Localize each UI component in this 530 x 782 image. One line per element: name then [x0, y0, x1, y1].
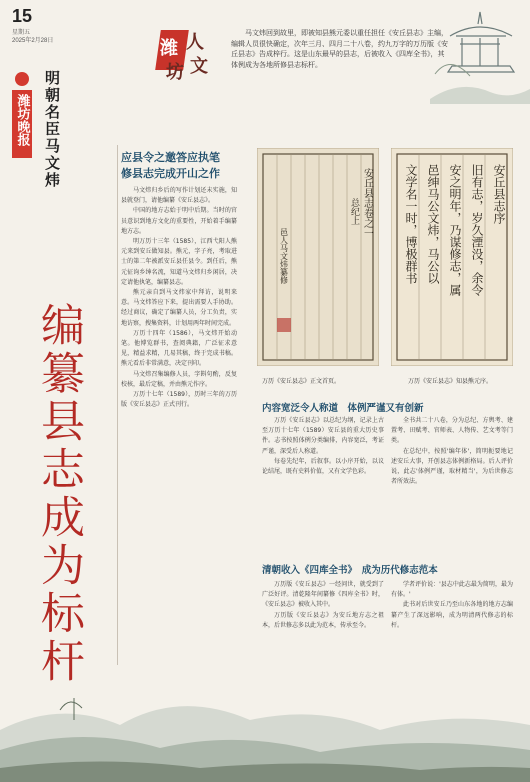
section1-paragraph: 马文炜召集编修人员，字斟句酌，反复校核，最后定稿，并由熊元作序。 — [121, 370, 237, 388]
img1-subtitle-text: 总纪上 — [349, 198, 359, 225]
section3-paragraph: 学者评价说：'县志中此志最为简明，最为有体。' — [391, 581, 513, 599]
section1-paragraph: 马文炜归乡后的写作计划还未实施，知县就登门，请他编纂《安丘县志》。 — [121, 187, 237, 205]
column-logo — [152, 28, 214, 92]
section3-heading: 清朝收入《四库全书》 成为历代修志范本 — [262, 565, 438, 576]
publish-date: 2025年2月28日 — [12, 38, 54, 44]
section1-paragraph: 熊元亲自到马文炜家中拜访，说明来意。马文炜答应下来，提出需要人手协助。经过商议，确定了编纂人员，分工负责，实地访察，搜集资料，计划用两年时间完成。 — [121, 289, 237, 327]
newspaper-badge — [12, 72, 34, 158]
section3-paragraph: 万历版《安丘县志》为安丘地方志之祖本，后世修志多以此为范本，传承至今。 — [262, 611, 384, 629]
main-title: 编纂县志成为标杆 — [33, 302, 84, 686]
badge-red-bar — [12, 90, 32, 158]
image2-caption: 万历《安丘县志》知县熊元序。 — [408, 378, 493, 385]
mountain-landscape-illustration — [0, 670, 530, 782]
intro-paragraph: 马文炜回到故里，即被知县熊元委以重任担任《安丘县志》主编，编辑人员很快确定，次年三月、四月二十八卷，约九万字的万历版《安丘县志》告成梓行。这是山东最早的县志，后被收入《四库全书》，其体例成为各地所修县志标杆。 — [231, 29, 448, 69]
img2-col-3: 安之明年，乃谋修志，属 — [448, 164, 462, 296]
img2-col-1: 安丘县志序 — [492, 164, 506, 224]
series-title: 明朝名臣马文炜 — [43, 70, 61, 189]
column-divider — [117, 145, 118, 665]
section2-paragraph: 全书共二十八卷，分为总纪、方舆考、建置考、田赋考、官师表、人物传、艺文考等门类。 — [391, 417, 513, 445]
section2-body-left — [262, 416, 384, 546]
section1-paragraph: 万历十七年（1589），历时三年的万历版《安丘县志》正式刊行。 — [121, 391, 237, 409]
page-number: 15 — [12, 6, 33, 26]
section1-heading — [121, 150, 220, 182]
county-annals-first-page-image — [257, 148, 379, 366]
img2-col-2: 旧有志，岁久湮没，余令 — [470, 164, 484, 296]
weekday: 星期五 — [12, 30, 31, 36]
img1-title-text: 安丘县志卷之一 — [361, 168, 373, 238]
badge-text: 潍坊晚报 — [14, 94, 30, 146]
section1-paragraph: 中国的地方志始于明中后期。当时的官员意识到地方文化的重要性，开始着手编纂地方志。 — [121, 207, 237, 235]
logo-char-2: 人 — [186, 32, 204, 53]
section2-paragraph: 每卷先纪年，后叙事。以小序开始，以议论结尾，既有史料价值，又有文学色彩。 — [262, 457, 384, 476]
section3-paragraph: 此书对后世安丘乃至山东各地的地方志编纂产生了深远影响，成为明清两代修志的标杆。 — [391, 601, 513, 629]
logo-char-3: 坊 — [166, 62, 184, 83]
section1-paragraph: 万历十四年（1586），马文炜开始动笔。他博览群书，查阅典籍，广泛征求意见，精益求精，几易其稿，终于完成书稿。熊元看后非常满意，决定刊印。 — [121, 329, 237, 368]
section2-body-right — [391, 416, 513, 546]
img2-col-4: 邑绅马公文炜，马公以 — [426, 164, 440, 284]
county-annals-preface-image — [391, 148, 513, 366]
section2-paragraph: 在总纪中，按照'编年体'，简明扼要地记述安丘大事，开创县志体例新格局。后人评价说，此志'体例严谨，取材精当'，为后世修志者所效法。 — [391, 447, 513, 486]
pavilion-illustration — [430, 4, 530, 104]
section1-paragraph: 明万历十三年（1585），江西弋阳人熊元来到安丘做知县。熊元，字子亮，考取进士的第二年被派安丘县任县令。到任后，熊元征询乡绅名流，知道马文炜归乡闲居，决定请他执笔，编纂县志。 — [121, 238, 237, 286]
section2-paragraph: 万历《安丘县志》以总纪为纲，记录上古至万历十七年（1589）安丘县的重大历史事件。志书按照体例分类编排，内容宽泛，考证严谨，深受后人称道。 — [262, 417, 384, 455]
logo-char-4: 文 — [190, 56, 208, 77]
image1-caption: 万历《安丘县志》正文首页。 — [262, 378, 341, 385]
section1-heading-line2: 修县志完成开山之作 — [121, 167, 220, 180]
img2-col-5: 文学名一时，博极群书 — [404, 164, 418, 284]
section3-paragraph: 万历版《安丘县志》一经问世，就受到了广泛好评。清乾隆年间纂修《四库全书》时，《安丘县志》被收入其中。 — [262, 581, 384, 609]
section2-heading: 内容宽泛令人称道 体例严谨又有创新 — [262, 403, 424, 414]
seal-stamp-icon — [277, 318, 291, 332]
img1-author-text: 邑人马文炜纂修 — [279, 228, 289, 284]
logo-char-1: 潍 — [160, 38, 178, 59]
section1-heading-line1: 应县令之邀答应执笔 — [121, 151, 220, 164]
badge-circle-icon — [15, 72, 29, 86]
